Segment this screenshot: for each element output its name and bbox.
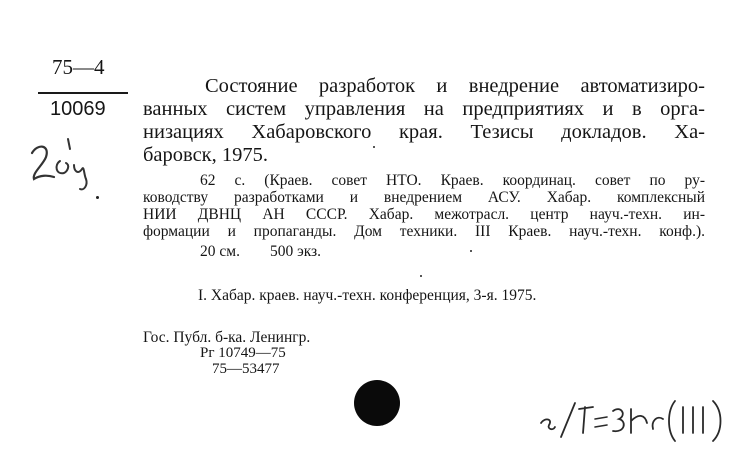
punch-hole bbox=[354, 380, 400, 426]
ink-speck bbox=[470, 250, 472, 252]
note-line-3: НИИ ДВНЦ АН СССР. Хабар. межотрасл. центр науч.-техн. ин- bbox=[143, 206, 705, 223]
library-name: Гос. Публ. б-ка. Ленингр. bbox=[143, 329, 311, 346]
divider-rule bbox=[38, 92, 128, 94]
physical-description bbox=[200, 243, 321, 261]
note-line-1: 62 с. (Краев. совет НТО. Краев. координац. совет по ру- bbox=[200, 172, 705, 189]
title-line-3: низациях Хабаровского края. Тезисы докладов. Ха- bbox=[143, 121, 705, 143]
note-line-2: ководству разработками и внедрением АСУ. Хабар. комплексный bbox=[143, 189, 705, 206]
library-code: Рг 10749—75 bbox=[200, 345, 286, 361]
library-number: 75—53477 bbox=[212, 361, 280, 377]
title-line-4: баровск, 1975. bbox=[143, 144, 269, 166]
ink-speck bbox=[96, 196, 99, 199]
handwritten-mark-right bbox=[535, 393, 735, 450]
accession-number: 10069 bbox=[50, 98, 106, 120]
title-line-1: Состояние разработок и внедрение автоматизиро- bbox=[205, 75, 705, 97]
size-value: 20 см. bbox=[200, 243, 240, 260]
subject-entry: I. Хабар. краев. науч.-техн. конференция, 3-я. 1975. bbox=[198, 287, 537, 304]
title-line-2: ванных систем управления на предприятиях и в орга- bbox=[143, 98, 705, 120]
ink-speck bbox=[420, 275, 422, 277]
handwritten-mark-left bbox=[24, 135, 104, 200]
ink-speck bbox=[373, 146, 375, 148]
note-line-4: формации и пропаганды. Дом техники. III Краев. науч.-техн. конф.). bbox=[143, 223, 705, 240]
copies-value: 500 экз. bbox=[269, 243, 322, 260]
shelf-code: 75—4 bbox=[52, 55, 105, 79]
